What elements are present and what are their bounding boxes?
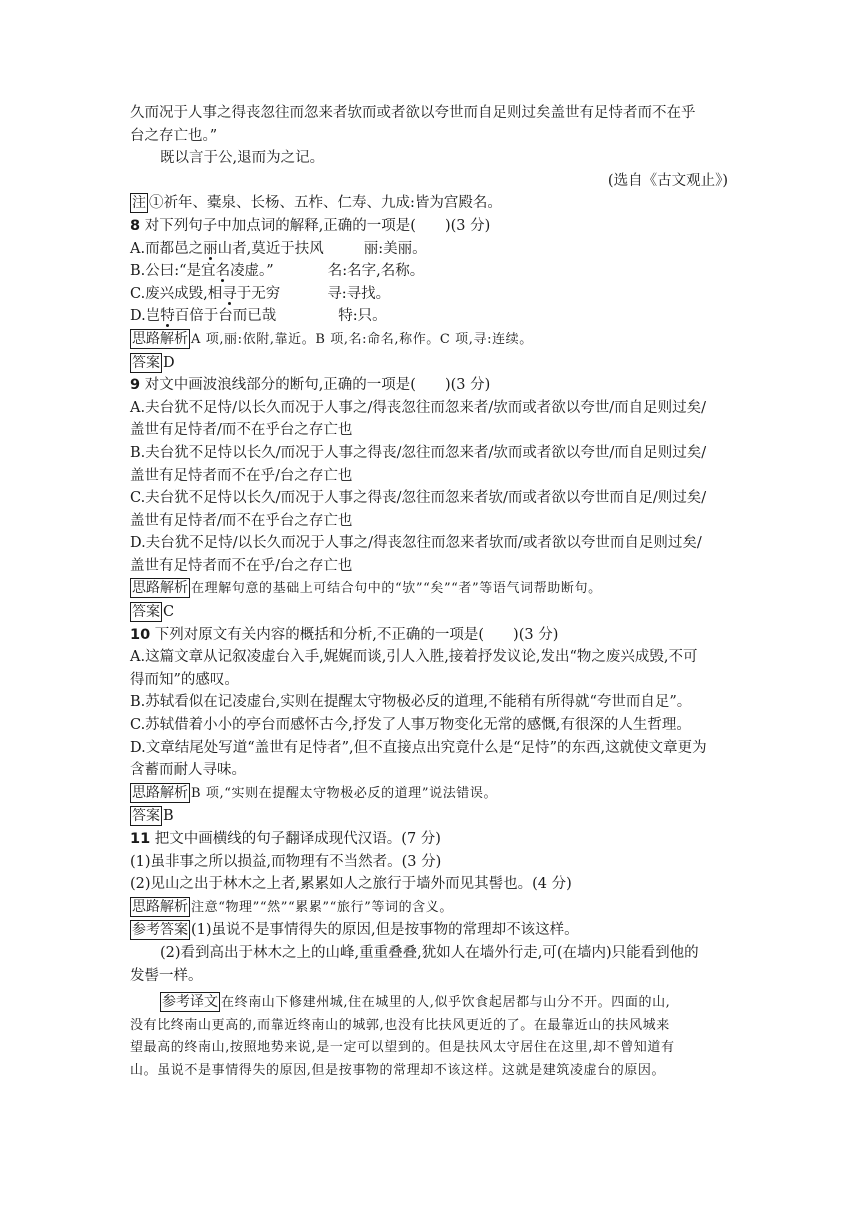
translation-text: 在终南山下修建州城,住在城里的人,似乎饮食起居都与山分不开。四面的山, (221, 995, 671, 1011)
option-text: 于无穷 (236, 285, 281, 302)
analysis-text: A 项,丽:依附,靠近。B 项,名:命名,称作。C 项,寻:连续。 (191, 331, 533, 347)
option-line: D.夫台犹不足恃/以长久而况于人事之/得丧忽往而忽来者欤而/或者欲以夸世而自足则过矣/ (130, 535, 702, 552)
answer (130, 601, 730, 624)
document-page (130, 102, 730, 1083)
answer (130, 805, 730, 828)
question-text: 下列对原文有关内容的概括和分析,不正确的一项是( )(3 分) (154, 626, 559, 643)
option-line: 盖世有足恃者而不在乎/台之存亡也 (130, 557, 353, 574)
analysis-text: 注意“物理”“然”“累累”“旅行”等词的含义。 (191, 899, 453, 915)
source-citation: (选自《古文观止》) (607, 172, 728, 189)
translation-line: 没有比终南山更高的,而靠近终南山的城郭,也没有比扶风更近的了。在最靠近山的扶风城来 (130, 1017, 670, 1033)
option-line: 盖世有足恃者/而不在乎台之存亡也 (130, 422, 353, 439)
answer-tag: 答案 (132, 354, 160, 371)
passage-line: 台之存亡也。” (130, 127, 218, 144)
option-line: D.文章结尾处写道“盖世有足恃者”,但不直接点出究竟什么是“足恃”的东西,这就使文章更为 (130, 739, 707, 756)
question-9-stem (130, 374, 730, 397)
reference-answer-line: 发髻一样。 (130, 967, 203, 984)
option-text: C.废兴成毁,相 (130, 285, 223, 302)
answer-value: B (163, 808, 174, 825)
option-d (130, 305, 730, 328)
option-text: 凌虚。” (230, 263, 274, 280)
analysis (130, 782, 730, 806)
option-line: 盖世有足恃者而不在乎/台之存亡也 (130, 467, 353, 484)
question-text: 对文中画波浪线部分的断句,正确的一项是( )(3 分) (144, 377, 491, 394)
question-text: 对下列句子中加点词的解释,正确的一项是( )(3 分) (144, 217, 491, 234)
dotted-word: 寻 (222, 285, 237, 302)
option-explanation: 特:只。 (338, 308, 387, 325)
option-text: A.而都邑之 (130, 240, 204, 257)
option-line: B.苏轼看似在记凌虚台,实则在提醒太守物极必反的道理,不能稍有所得就“夸世而自足”。 (130, 694, 692, 711)
option-line: 得而知”的感叹。 (130, 671, 239, 688)
option-line: 盖世有足恃者/而不在乎台之存亡也 (130, 512, 353, 529)
analysis-text: B 项,“实则在提醒太守物极必反的道理”说法错误。 (191, 785, 498, 801)
question-11-stem (130, 828, 730, 851)
answer-value: C (163, 604, 175, 621)
question-8-stem (130, 215, 730, 238)
question-text: 把文中画横线的句子翻译成现代汉语。(7 分) (154, 831, 441, 847)
note-text: ①祈年、橐泉、长杨、五柞、仁寿、九成:皆为宫殿名。 (149, 195, 502, 212)
dotted-word: 特 (160, 308, 175, 325)
option-b (130, 260, 730, 283)
question-number: 11 (130, 831, 151, 847)
analysis-text: 在理解句意的基础上可结合句中的“欤”“矣”“者”等语气词帮助断句。 (191, 581, 602, 597)
option-text: B.公曰:“是宜 (130, 263, 216, 280)
option-c (130, 283, 730, 306)
answer (130, 352, 730, 375)
question-10-stem (130, 624, 730, 647)
analysis-tag: 思路解析 (132, 784, 188, 801)
reference-answer (130, 919, 730, 942)
question-number: 8 (130, 217, 141, 234)
option-text: 山者,莫近于扶风 (217, 240, 324, 257)
option-line: 含蓄而耐人寻味。 (130, 762, 246, 779)
translation-line: 山。虽说不是事情得失的原因,但是按事物的常理却不该这样。这就是建筑凌虚台的原因。 (130, 1062, 666, 1078)
note (130, 192, 730, 215)
option-line: A.夫台犹不足恃/以长久而况于人事之/得丧忽往而忽来者/欤而或者欲以夸世/而自足则过矣/ (130, 399, 707, 416)
dotted-word: 名 (215, 263, 231, 280)
option-line: C.苏轼借着小小的亭台而感怀古今,抒发了人事万物变化无常的感慨,有很深的人生哲理。 (130, 717, 691, 734)
passage-line: 既以言于公,退而为之记。 (160, 150, 325, 167)
analysis-tag: 思路解析 (132, 330, 188, 347)
reference-answer-line: (2)看到高出于林木之上的山峰,重重叠叠,犹如人在墙外行走,可(在墙内)只能看到他的 (160, 944, 699, 961)
note-tag: 注 (132, 195, 146, 212)
dotted-word: 丽 (203, 240, 218, 257)
answer-tag: 答案 (132, 604, 160, 621)
translation (130, 991, 730, 1015)
question-number: 9 (130, 377, 141, 394)
answer-value: D (163, 354, 175, 371)
analysis-tag: 思路解析 (132, 580, 188, 597)
analysis (130, 896, 730, 920)
analysis (130, 577, 730, 601)
translation-tag: 参考译文 (162, 994, 218, 1011)
question-number: 10 (130, 626, 151, 643)
sentence-2: (2)见山之出于林木之上者,累累如人之旅行于墙外而见其髻也。(4 分) (130, 876, 572, 893)
option-explanation: 名:名字,名称。 (327, 263, 425, 280)
sentence-1: (1)虽非事之所以损益,而物理有不当然者。(3 分) (130, 853, 442, 870)
analysis-tag: 思路解析 (132, 898, 188, 915)
option-line: C.夫台犹不足恃以长久/而况于人事之得丧/忽往而忽来者欤/而或者欲以夸世而自足/则过矣/ (130, 490, 707, 507)
translation-line: 望最高的终南山,按照地势来说,是一定可以望到的。但是扶风太守居住在这里,却不曾知道有 (130, 1040, 675, 1056)
analysis (130, 328, 730, 352)
option-explanation: 寻:寻找。 (327, 285, 391, 302)
passage-line: 久而况于人事之得丧忽往而忽来者欤而或者欲以夸世而自足则过矣盖世有足恃者而不在乎 (130, 105, 696, 121)
reference-answer-text: (1)虽说不是事情得失的原因,但是按事物的常理却不该这样。 (191, 922, 579, 939)
reference-answer-tag: 参考答案 (132, 922, 188, 939)
option-line: B.夫台犹不足恃以长久/而况于人事之得丧/忽往而忽来者/欤而或者欲以夸世/而自足则过矣/ (130, 444, 707, 461)
option-text: 百倍于台而已哉 (174, 308, 277, 325)
option-a (130, 238, 730, 261)
option-explanation: 丽:美丽。 (363, 240, 427, 257)
option-line: A.这篇文章从记叙凌虚台入手,娓娓而谈,引人入胜,接着抒发议论,发出“物之废兴成毁,不可 (130, 649, 698, 666)
option-text: D.岂 (130, 308, 161, 325)
answer-tag: 答案 (132, 808, 160, 825)
